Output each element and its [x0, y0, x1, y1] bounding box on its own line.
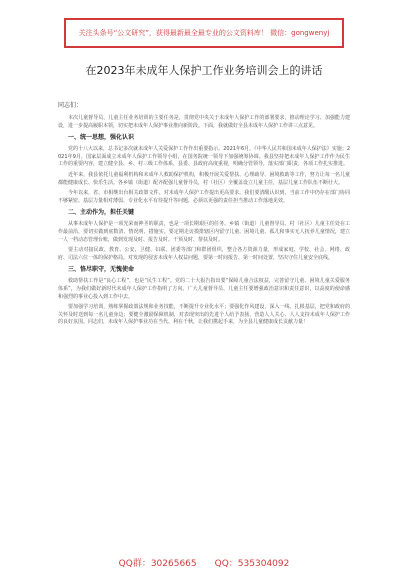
qq-text: QQ：535304092	[214, 558, 290, 569]
contact-footer	[0, 552, 408, 572]
section-3-paragraph: 要加强学习培训，熟练掌握政策法规和业务技能，不断提升专业化水平；要强化作风建设，深入一线、扎根基层，把党和政府的关怀及时送到每一名儿童身边；要健全激励保障机制，对表现突出的先进个人给予表扬，营造人人关心、人人支持未成年人保护工作的良好氛围。同志们，未成年人保护事业功在当代、利在千秋，让我们携起手来，为全县儿童健康成长贡献力量！	[58, 304, 350, 326]
section-heading-1: 一、统一思想，强化认识	[68, 134, 135, 142]
section-heading-2: 二、主动作为，担任关键	[68, 209, 135, 217]
document-title: 在2023年未成年人保护工作业务培训会上的讲话	[85, 64, 323, 77]
section-1-paragraph: 党的十八大以来，总书记多次就未成年人关爱保护工作作出重要指示。2021年6月，《中华人民共和国未成年人保护法》实施；2021年9月，国家层面成立未成年人保护工作领导小组，在国务院统一领导下加强统筹协调。我县坚持把未成年人保护工作作为民生工作的重要内容，建立健全县、乡、村三级工作体系，县委、县政府高度重视，明确分管领导，落实部门职责，各项工作扎实推进。	[58, 146, 350, 168]
promo-banner	[64, 18, 344, 48]
section-3-paragraph: 救助帮扶工作是“良心工程”，也是“民生工程”。党的二十大报告指出要“保障儿童合法权益，完善留守儿童、困境儿童关爱服务体系”，为我们做好新时代未成年人保护工作指明了方向。广大儿童督导员、儿童主任要增强政治意识和责任意识，以高度的使命感和强烈的事业心投入到工作中去。	[58, 278, 350, 300]
section-heading-3: 三、恪尽职守，无愧使命	[68, 266, 135, 274]
section-2-paragraph: 从事未成年人保护是一项光荣而神圣的职责，也是一项长期艰巨的任务。乡镇（街道）儿童督导员、村（社区）儿童主任处在工作最前沿，要切实做到底数清、情况明、措施实。要定期走访摸排辖区内留守儿童、困境儿童、孤儿和事实无人抚养儿童情况，建立一人一档动态管理台账，做到发现及时、报告及时、干预及时、帮扶及时。	[58, 221, 350, 243]
section-1-paragraph: 近年来，我县依托儿童福利机构和未成年人救助保护机构，积极开展关爱帮扶、心理疏导、困境救助等工作，努力让每一名儿童都能健康成长、快乐生活。各乡镇（街道）配齐配强儿童督导员，村（社区）全覆盖设立儿童主任，基层儿童工作队伍不断壮大。	[58, 171, 350, 186]
section-1-paragraph: 今年以来，省、市相继出台相关政策文件，对未成年人保护工作提出更高要求。我们要清醒认识到，当前工作中仍存在部门协同不够紧密、基层力量相对薄弱、专业化水平有待提升等问题，必须以更强的责任担当推动工作落地见效。	[58, 190, 350, 204]
document-body	[58, 100, 350, 540]
greeting: 同志们：	[58, 102, 83, 109]
promo-banner-text: 关注头条号“公文研究”，获得最新最全最专业的公文资料库！ 微信：gongwenyj	[78, 28, 330, 37]
section-2-paragraph: 要主动对接民政、教育、公安、卫健、妇联、团委等部门和群团组织，整合各方资源力量，形成家庭、学校、社会、网络、政府、司法六位一体的保护格局。对发现的侵害未成年人权益问题，要第一时间报告、第一时间处置，坚决守住儿童安全底线。	[58, 247, 350, 261]
qq-group-text: QQ群：30265665	[118, 558, 197, 569]
intro-paragraph: 本次儿童督导员、儿童主任业务培训的主要任务是，贯彻党中央关于未成年人保护工作的部署要求，推动理论学习、加强能力建设，进一步提高履职本领，切实把未成年人保护事业推向新阶段。下面，我就做好全县未成年人保护工作讲三点意见。	[58, 115, 350, 129]
